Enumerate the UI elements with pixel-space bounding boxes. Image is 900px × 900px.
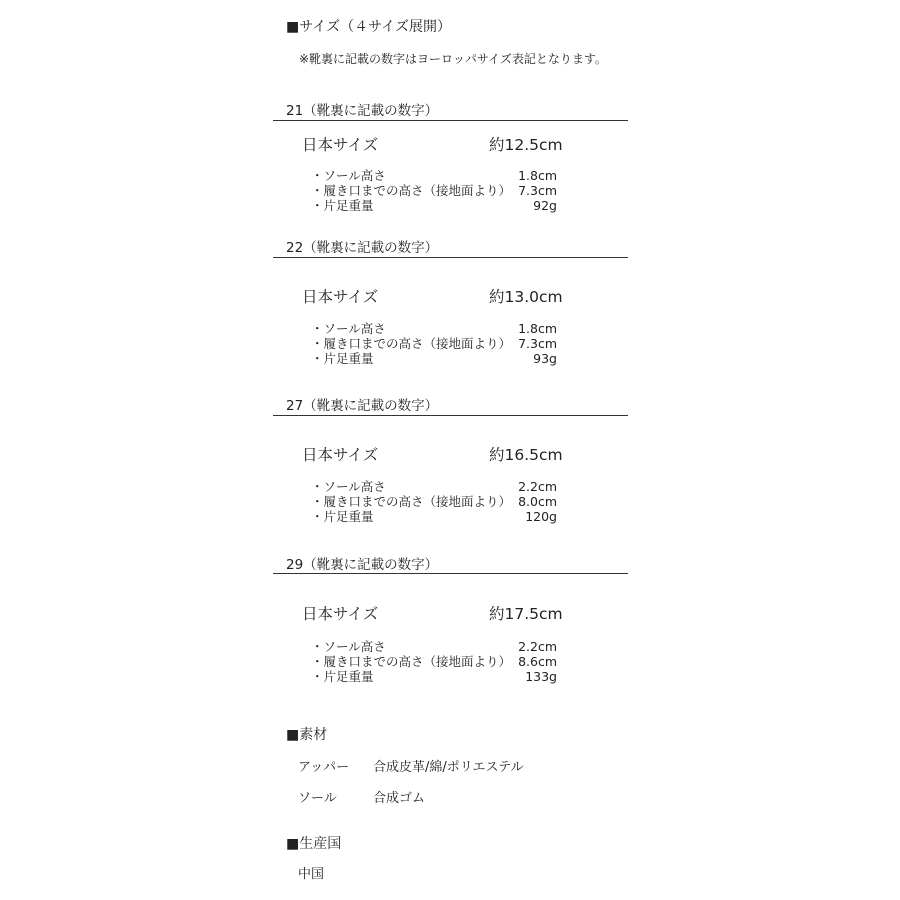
size-block-title: 22（靴裏に記載の数字） — [286, 240, 439, 256]
spec-value-weight: 120g — [525, 509, 557, 524]
spec-label-weight: ・片足重量 — [311, 669, 374, 684]
spec-value-opening-height: 7.3cm — [518, 336, 557, 351]
spec-value-weight: 93g — [533, 351, 557, 366]
divider — [273, 573, 628, 574]
jp-size-value: 約13.0cm — [489, 288, 563, 306]
spec-label-weight: ・片足重量 — [311, 509, 374, 524]
origin-heading: ■生産国 — [286, 836, 342, 852]
spec-value-opening-height: 8.6cm — [518, 654, 557, 669]
jp-size-label: 日本サイズ — [302, 605, 379, 623]
spec-value-sole-height: 1.8cm — [518, 168, 557, 183]
size-block-title: 21（靴裏に記載の数字） — [286, 103, 439, 119]
size-heading: ■サイズ（４サイズ展開） — [286, 19, 451, 35]
spec-value-opening-height: 7.3cm — [518, 183, 557, 198]
divider — [273, 415, 628, 416]
spec-label-sole-height: ・ソール高さ — [311, 479, 386, 494]
material-heading: ■素材 — [286, 727, 328, 743]
size-block-title: 27（靴裏に記載の数字） — [286, 398, 439, 414]
divider — [273, 120, 628, 121]
spec-label-opening-height: ・履き口までの高さ（接地面より） — [311, 654, 512, 669]
spec-value-opening-height: 8.0cm — [518, 494, 557, 509]
spec-value-sole-height: 2.2cm — [518, 479, 557, 494]
spec-label-weight: ・片足重量 — [311, 351, 374, 366]
size-block-title: 29（靴裏に記載の数字） — [286, 557, 439, 573]
material-value-sole: 合成ゴム — [373, 791, 426, 806]
spec-label-opening-height: ・履き口までの高さ（接地面より） — [311, 183, 512, 198]
jp-size-label: 日本サイズ — [302, 136, 379, 154]
material-part-sole: ソール — [298, 791, 337, 806]
spec-value-sole-height: 1.8cm — [518, 321, 557, 336]
spec-value-sole-height: 2.2cm — [518, 639, 557, 654]
divider — [273, 257, 628, 258]
spec-label-sole-height: ・ソール高さ — [311, 168, 386, 183]
jp-size-value: 約16.5cm — [489, 446, 563, 464]
jp-size-value: 約17.5cm — [489, 605, 563, 623]
spec-label-opening-height: ・履き口までの高さ（接地面より） — [311, 494, 512, 509]
spec-label-opening-height: ・履き口までの高さ（接地面より） — [311, 336, 512, 351]
spec-label-sole-height: ・ソール高さ — [311, 639, 386, 654]
size-note: ※靴裏に記載の数字はヨーロッパサイズ表記となります。 — [299, 52, 607, 66]
spec-label-sole-height: ・ソール高さ — [311, 321, 386, 336]
spec-value-weight: 92g — [533, 198, 557, 213]
jp-size-value: 約12.5cm — [489, 136, 563, 154]
jp-size-label: 日本サイズ — [302, 446, 379, 464]
material-value-upper: 合成皮革/綿/ポリエステル — [373, 760, 524, 775]
origin-value: 中国 — [298, 867, 325, 882]
spec-value-weight: 133g — [525, 669, 557, 684]
spec-label-weight: ・片足重量 — [311, 198, 374, 213]
jp-size-label: 日本サイズ — [302, 288, 379, 306]
material-part-upper: アッパー — [298, 760, 350, 775]
